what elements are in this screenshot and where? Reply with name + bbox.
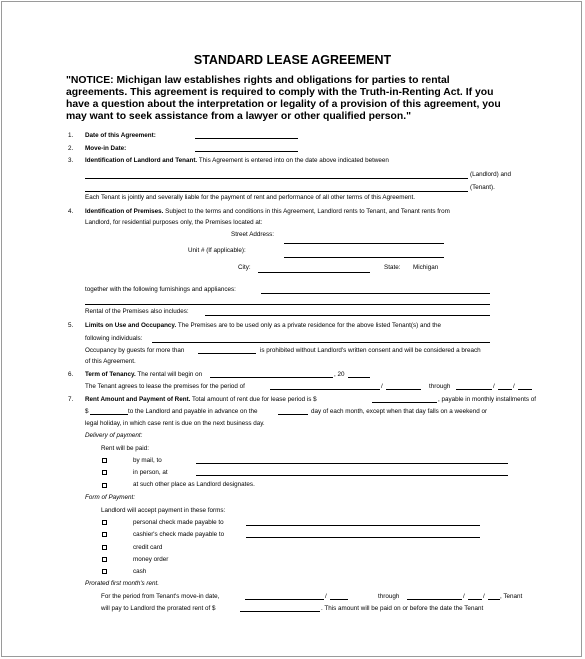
agreement-date-label: Date of this Agreement: <box>85 132 156 139</box>
prorated-amount-field[interactable] <box>240 611 320 612</box>
lease-end-year-field[interactable] <box>518 389 532 390</box>
date-separator: / <box>513 383 515 390</box>
occupancy-text-1: Occupancy by guests for more than <box>85 347 185 354</box>
state-label: State: <box>384 264 401 271</box>
cashiers-check-payee-field[interactable] <box>246 537 480 538</box>
money-order-checkbox[interactable] <box>102 557 107 562</box>
following-individuals-label: following individuals: <box>85 335 143 342</box>
individuals-field[interactable] <box>152 342 490 343</box>
prorated-rent-heading: Prorated first month's rent. <box>85 580 159 587</box>
personal-check-payee-field[interactable] <box>246 525 480 526</box>
notice-paragraph <box>66 75 526 123</box>
notice-line: have a question about the interpretation or legality of a provision of this agreement, you <box>66 99 501 110</box>
prorated-start-month-field[interactable] <box>245 599 324 600</box>
section-6-text <box>85 371 202 379</box>
lease-start-day-field[interactable] <box>270 389 380 390</box>
cashiers-check-checkbox[interactable] <box>102 532 107 537</box>
section-6-body: The rental will begin on <box>135 371 203 378</box>
unit-label: Unit # (If applicable): <box>188 247 246 254</box>
section-5-heading: Limits on Use and Occupancy. <box>85 322 177 329</box>
section-4-heading: Identification of Premises. <box>85 208 164 215</box>
prorated-period-text: For the period from Tenant's move-in date, <box>101 593 220 600</box>
city-field[interactable] <box>258 272 370 273</box>
move-in-date-field[interactable] <box>195 151 298 152</box>
money-order-label: money order <box>133 556 169 563</box>
prorated-end-day-field[interactable] <box>468 599 482 600</box>
in-person-address-field[interactable] <box>196 475 508 476</box>
lease-start-year-field[interactable] <box>386 389 421 390</box>
rental-includes-label: Rental of the Premises also includes: <box>85 308 189 315</box>
date-separator: / <box>325 593 327 600</box>
rental-includes-field[interactable] <box>205 315 490 316</box>
section-5-body: The Premises are to be used only as a private residence for the above listed Tenant(s) and the <box>176 322 441 329</box>
section-7-text <box>85 396 317 404</box>
date-separator: / <box>463 593 465 600</box>
section-number: 7. <box>68 396 74 403</box>
section-number: 6. <box>68 371 74 378</box>
street-address-field[interactable] <box>284 243 444 244</box>
prorated-end-month-field[interactable] <box>407 599 462 600</box>
lease-end-month-field[interactable] <box>456 389 492 390</box>
document-title: STANDARD LEASE AGREEMENT <box>193 53 392 67</box>
cash-checkbox[interactable] <box>102 569 107 574</box>
date-separator: / <box>483 593 485 600</box>
section-number: 3. <box>68 157 74 164</box>
section-4-body: Subject to the terms and conditions in this Agreement, Landlord rents to Tenant, and Tenant rents from <box>163 208 450 215</box>
furnishings-field-continued[interactable] <box>85 304 490 305</box>
form-of-payment-heading: Form of Payment: <box>85 494 136 501</box>
payable-text: to the Landlord and payable in advance on the <box>128 408 258 415</box>
through-label: through <box>429 383 451 390</box>
section-3-body: This Agreement is entered into on the date above indicated between <box>197 157 389 164</box>
notice-line: agreements. This agreement is required to comply with the Truth-in-Renting Act. If you <box>66 87 494 98</box>
section-3-text <box>85 157 389 165</box>
other-place-label: at such other place as Landlord designates. <box>133 481 255 488</box>
agreement-date-field[interactable] <box>195 138 298 139</box>
section-number: 4. <box>68 208 74 215</box>
total-rent-field[interactable] <box>372 402 437 403</box>
prorated-end-year-field[interactable] <box>488 599 500 600</box>
prorated-start-day-field[interactable] <box>330 599 348 600</box>
section-7-heading: Rent Amount and Payment of Rent. <box>85 396 191 403</box>
section-4-text <box>85 208 450 216</box>
date-separator: / <box>381 383 383 390</box>
section-3-heading: Identification of Landlord and Tenant. <box>85 157 198 164</box>
by-mail-label: by mail, to <box>133 457 162 464</box>
monthly-rent-field[interactable] <box>90 414 128 415</box>
notice-line: "NOTICE: Michigan law establishes rights and obligations for parties to rental <box>66 75 450 86</box>
delivery-of-payment-heading: Delivery of payment: <box>85 432 143 439</box>
landlord-label: (Landlord) and <box>470 171 511 178</box>
landlord-name-field[interactable] <box>85 178 468 179</box>
credit-card-label: credit card <box>133 544 163 551</box>
rent-will-be-paid-label: Rent will be paid: <box>101 445 149 452</box>
section-number: 5. <box>68 322 74 329</box>
furnishings-field[interactable] <box>261 293 490 294</box>
credit-card-checkbox[interactable] <box>102 545 107 550</box>
tenant-liability-note: Each Tenant is jointly and severally liable for the payment of rent and performance of all other terms of this Agreement. <box>85 194 415 201</box>
mail-address-field[interactable] <box>196 463 508 464</box>
holiday-text: legal holiday, in which case rent is due on the next business day. <box>85 420 265 427</box>
dollar-sign: $ <box>85 408 89 415</box>
rental-start-date-field[interactable] <box>210 377 333 378</box>
city-label: City: <box>238 264 251 271</box>
section-6-heading: Term of Tenancy. <box>85 371 136 378</box>
unit-field[interactable] <box>284 257 444 258</box>
cash-label: cash <box>133 568 147 575</box>
prorated-due-text: . This amount will be paid on or before the date the Tenant <box>321 605 484 612</box>
occupancy-text-2: is prohibited without Landlord's written consent and will be considered a breach <box>260 347 481 354</box>
lease-period-label: The Tenant agrees to lease the premises for the period of <box>85 383 245 390</box>
year-prefix: , 20 <box>334 371 345 378</box>
state-value: Michigan <box>413 264 439 271</box>
due-day-text: day of each month, except when that day falls on a weekend or <box>311 408 488 415</box>
section-4-line2: Landlord, for residential purposes only, the Premises located at: <box>85 219 263 226</box>
prorated-tenant-text: , Tenant <box>500 593 523 600</box>
section-number: 1. <box>68 132 74 139</box>
prorated-through-label: through <box>378 593 400 600</box>
section-number: 2. <box>68 145 74 152</box>
section-7-body: Total amount of rent due for lease period is $ <box>190 396 317 403</box>
due-day-field[interactable] <box>278 414 308 415</box>
in-person-label: in person, at <box>133 469 168 476</box>
lease-end-day-field[interactable] <box>498 389 512 390</box>
street-address-label: Street Address: <box>231 231 275 238</box>
pay-in-person-checkbox[interactable] <box>102 470 107 475</box>
personal-check-checkbox[interactable] <box>102 520 107 525</box>
accepted-forms-label: Landlord will accept payment in these forms: <box>101 507 226 514</box>
move-in-date-label: Move-in Date: <box>85 145 127 152</box>
occupancy-text-3: of this Agreement. <box>85 358 136 365</box>
lease-document-page <box>1 1 582 657</box>
notice-line: may want to seek assistance from a lawyer or other qualified person." <box>66 111 412 122</box>
personal-check-label: personal check made payable to <box>133 519 224 526</box>
guest-days-field[interactable] <box>198 353 256 354</box>
rental-start-year-field[interactable] <box>348 377 370 378</box>
tenant-name-field[interactable] <box>85 191 468 192</box>
monthly-installments-text: , payable in monthly installments of <box>438 396 537 403</box>
section-5-text <box>85 322 441 330</box>
cashiers-check-label: cashier's check made payable to <box>133 531 225 538</box>
pay-by-mail-checkbox[interactable] <box>102 458 107 463</box>
tenant-label: (Tenant). <box>470 184 495 191</box>
other-place-checkbox[interactable] <box>102 483 107 488</box>
furnishings-label: together with the following furnishings and appliances: <box>85 286 236 293</box>
date-separator: / <box>493 383 495 390</box>
prorated-payment-text: will pay to Landlord the prorated rent of $ <box>101 605 216 612</box>
